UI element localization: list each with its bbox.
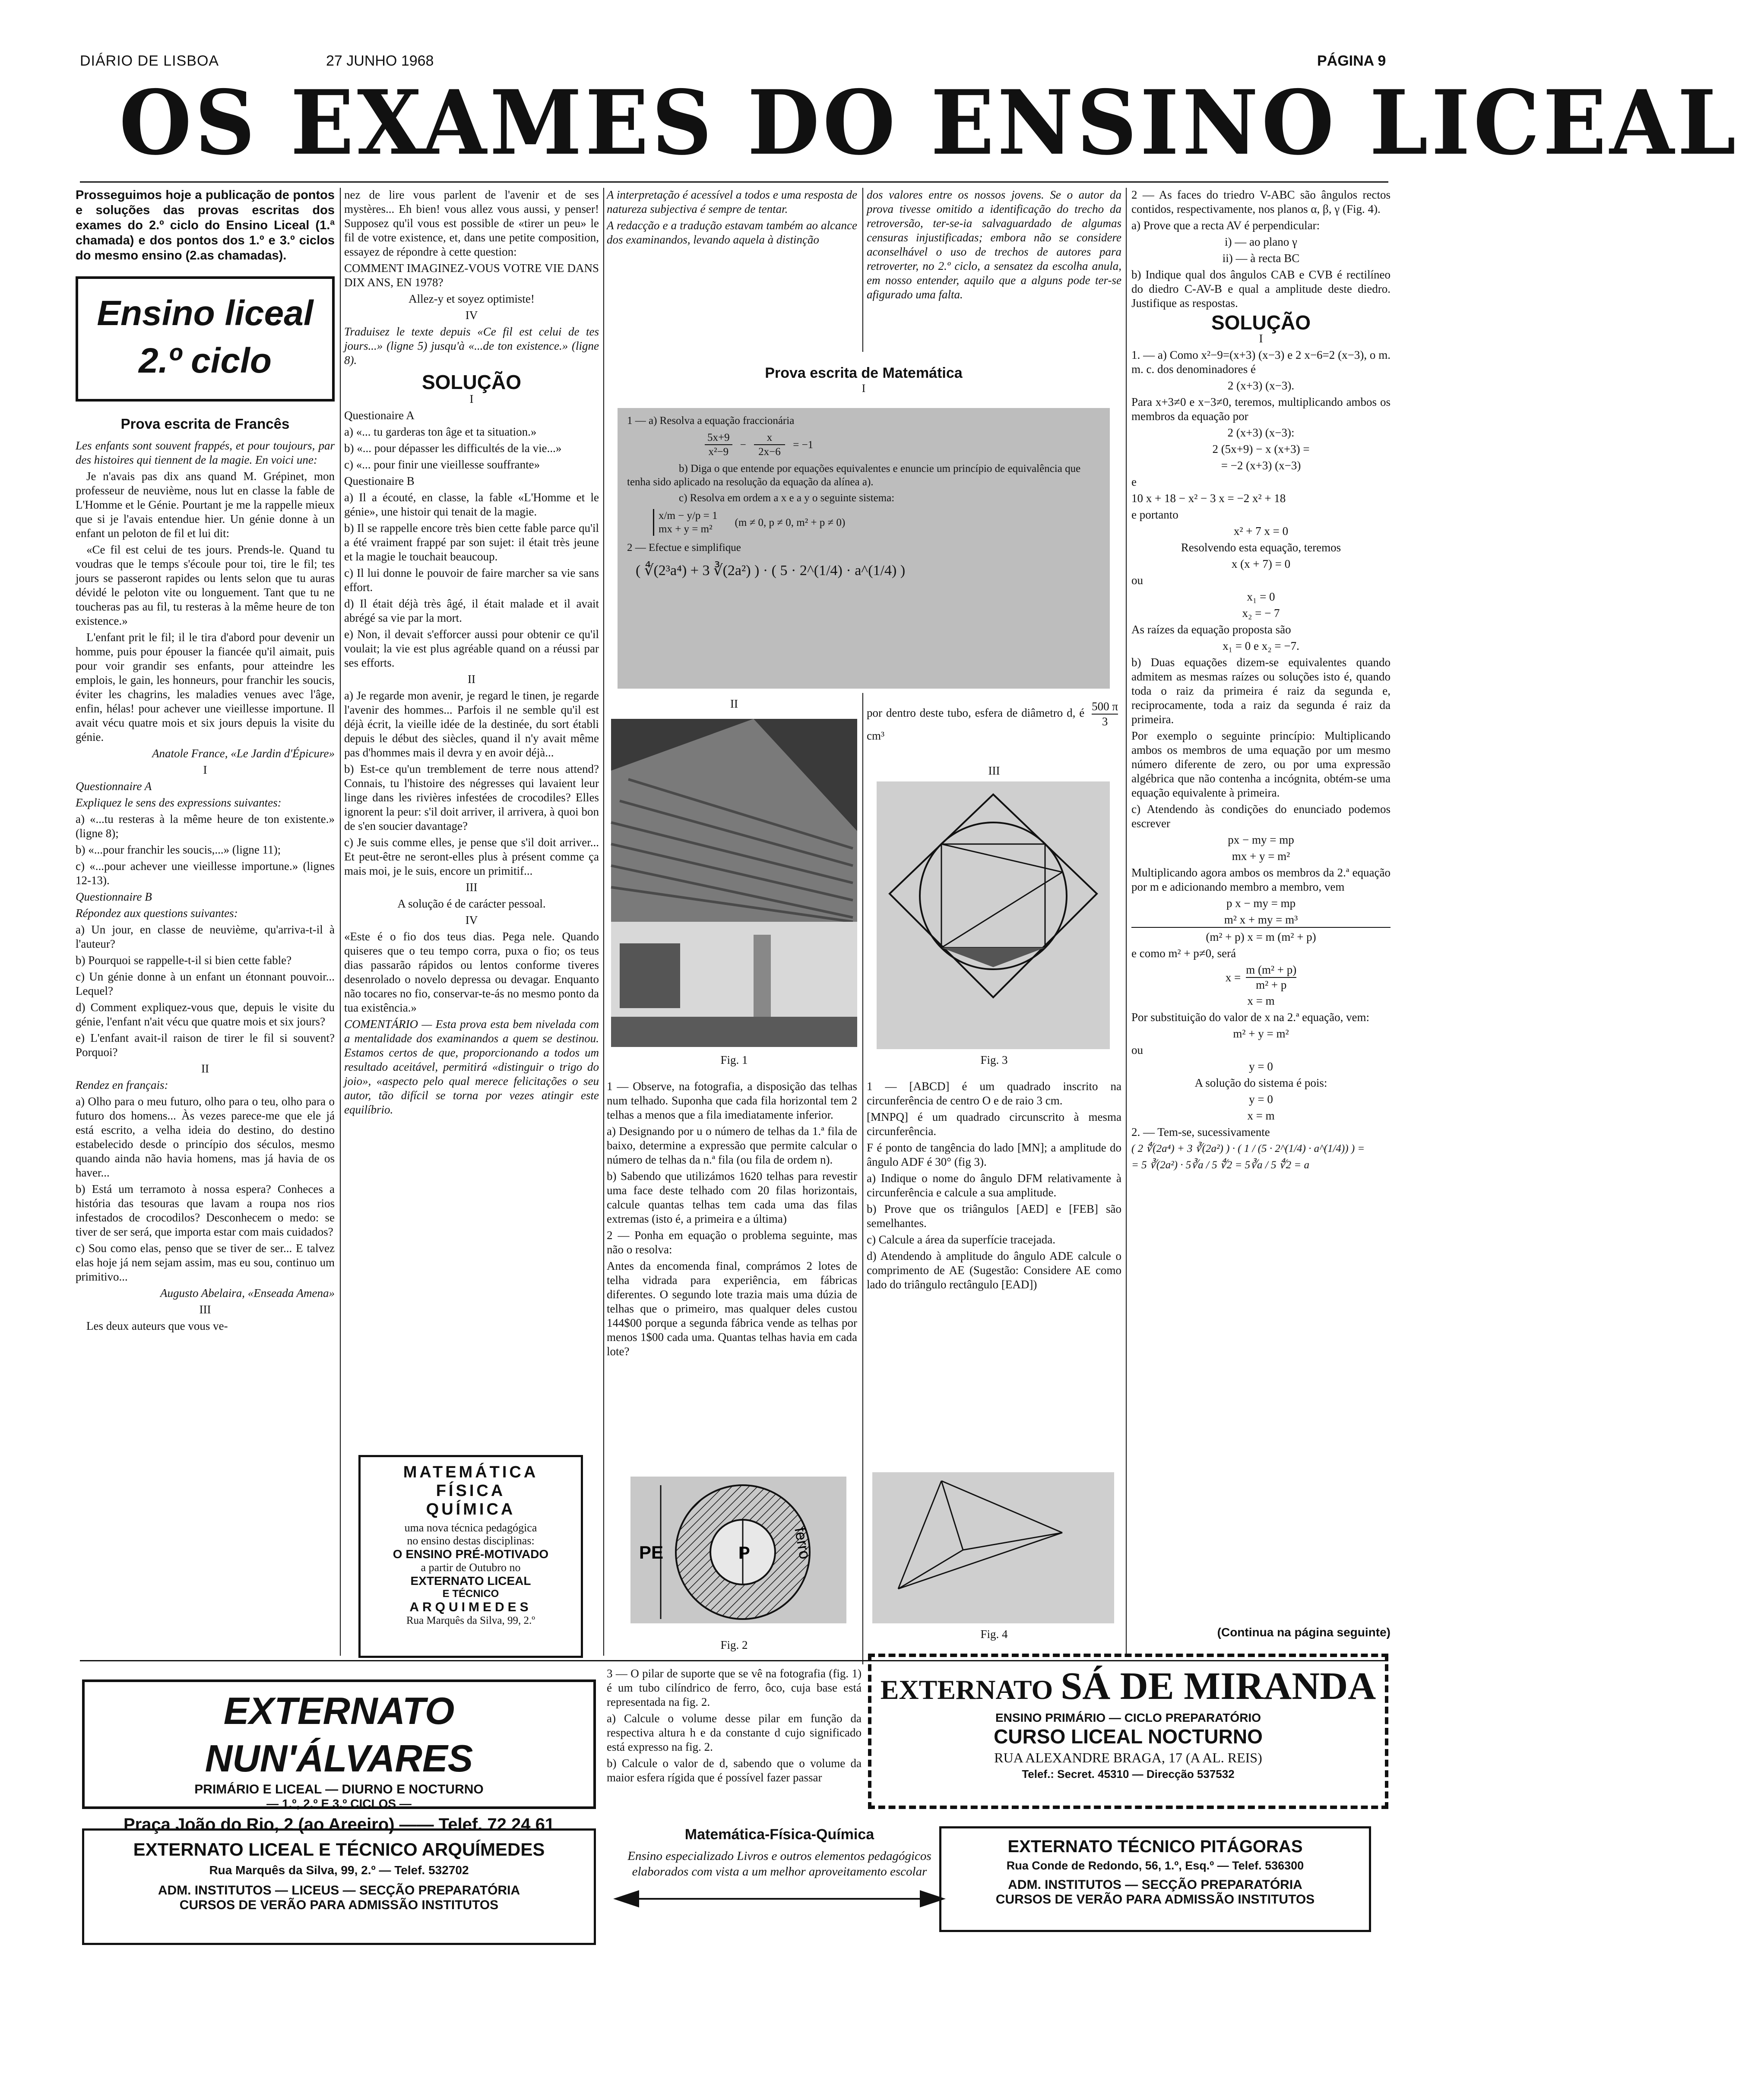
section-box-line2: 2.º ciclo [139,341,272,380]
comentario-3: A redacção e a tradução estavam também ao alcance dos examinandos, levando aquela à distinção [607,219,857,246]
fig3-caption: Fig. 3 [980,1053,1008,1066]
sys-eq-2: mx + y = m² [659,523,713,535]
iii-1c: F é ponto de tangência do lado [MN]; a amplitude do ângulo ADF é 30° (fig 3). [867,1141,1121,1168]
sol-fr-qa-a: a) «... tu garderas ton âge et ta situation.» [344,425,537,438]
sm-s1s: Por exemplo o seguinte princípio: Multiplicando ambos os membros de uma equação por um mesmo número diferente de zero, ou por uma expressão algébrica que não contenha a incógnita, obtém-se uma equação equivalente à primeira. [1131,729,1391,799]
c4-frac-num: 500 π [1092,699,1118,715]
ad-nun-l1: PRIMÁRIO E LICEAL — DIURNO E NOCTURNO [194,1782,484,1796]
sol-fr-qb: Questionaire B [344,474,415,487]
sol-fr-qa: Questionaire A [344,409,415,422]
pipe-cross-section [613,1477,859,1632]
sol-fr-roman-4: IV [465,914,478,927]
c5-2a-i: i) — ao plano γ [1225,235,1297,248]
ad-arq-l3: CURSOS DE VERÃO PARA ADMISSÃO INSTITUTOS [179,1898,499,1912]
col4-text [867,1079,1121,1468]
ii-2t: Antes da encomenda final, comprámos 2 lotes de telha vidrada para experiência, em fábricas diferentes. O segundo lote trazia mais uma dúzia de telhas que o primeiro, mas qualquer deles custou 144$00 porque a segunda fábrica vende as telhas por menos 1$00 cada uma. Quantas telhas havia em cada lote? [607,1259,857,1358]
qb-c: c) Un génie donne à un enfant un étonnant pouvoir... Lequel? [76,970,335,997]
ad-mfq-arquimedes [358,1455,583,1658]
c2-p1: nez de lire vous parlent de l'avenir et de ses mystères... Eh bien! vous allez vous aussi, y penser! Supposez qu'il vous est possible de «tirer un peu» le fil de votre existence, et, dans une petite composition, essayez de répondre à cette question: [344,188,599,258]
sm-s1h: 10 x + 18 − x² − 3 x = −2 x² + 18 [1131,492,1286,505]
section-box [76,276,335,402]
ii-1b: b) Sabendo que utilizámos 1620 telhas para revestir uma face deste telhado com 20 filas horizontais, calcule quantas telhas tem cada uma das filas extremas (isto é, a primeira e a última) [607,1170,857,1225]
ad-sa-miranda [868,1654,1388,1809]
fig2-pipe-section [613,1477,859,1632]
page-number: PÁGINA 9 [1317,53,1386,69]
sm-s1w: Multiplicando agora ambos os membros da 2.ª equação por m e adicionando membro a membro, vem [1131,866,1391,893]
c5-2a: a) Prove que a recta AV é perpendicular: [1131,219,1320,232]
eq1-num2: x [754,431,786,445]
ad-sa-l1: ENSINO PRIMÁRIO — CICLO PREPARATÓRIO [995,1711,1261,1724]
col4-top [867,699,1121,751]
ad-sa-l4: Telef.: Secret. 45310 — Direcção 537532 [1022,1768,1235,1781]
c2-optimist: Allez-y et soyez optimiste! [409,292,535,305]
sm-s1n: x₁ = 0 [1247,590,1275,603]
rendez-c: c) Sou como elas, penso que se tiver de ser... E talvez elas hoje já nem sejam assim, mas eu sou, continuo um primitivo... [76,1242,335,1283]
math-problem-box [618,408,1110,689]
sm-s2m: = 5 ∛(2a²) · 5∛a / 5 ∜2 = 5∛a / 5 ∜2 = a [1131,1159,1310,1171]
sol-fr-qb-e: e) Non, il devait s'efforcer aussi pour obtenir ce qu'il voulait; la vie est plus agréable quand on a réussi par ses efforts. [344,628,599,669]
sm-s1j: x² + 7 x = 0 [1233,525,1289,538]
ad-pit-l2: ADM. INSTITUTOS — SECÇÃO PREPARATÓRIA [1008,1878,1302,1892]
qa-b: b) «...pour franchir les soucis,...» (ligne 11); [76,843,281,856]
sol-mat-roman-1: I [1259,332,1263,345]
continua-note: (Continua na página seguinte) [1217,1626,1391,1639]
frances-author: Anatole France, «Le Jardin d'Épicure» [152,747,335,760]
ad-sa-title: SÁ DE MIRANDA [1061,1665,1376,1708]
comentario-4: dos valores entre os nossos jovens. Se o autor da prova tivesse omitido a identificação do trecho da retroversão, ter-se-ia salvaguardado de algumas censuras injustificadas; embora não se considere aconselhável o uso de trechos de autores para retroverter, no 2.º ciclo, a sensatez da escolha anula, em nosso entender, aquilo que a alguns pode ter-se afigurado uma falta. [867,188,1121,301]
sm-s2b-den: m² + p [1256,978,1287,991]
sm-s1y: m² x + my = m³ [1131,913,1391,928]
ad-mfq-line11: Rua Marquês da Silva, 99, 2.º [406,1615,535,1626]
col3-text [607,1079,857,1498]
sol-fr-qb-d: d) Il était déjà très âgé, il était malade et il avait abrégé sa vie par la mort. [344,597,599,624]
sm-s1m: ou [1131,574,1143,587]
sm-s1q: x₁ = 0 e x₂ = −7. [1223,639,1299,652]
sm-s1u: px − my = mp [1228,833,1294,846]
sm-s1i: e portanto [1131,508,1178,521]
col-divider-4 [1126,188,1127,1656]
sol-fr-roman-1: I [469,392,474,405]
col-divider-2 [603,188,604,1656]
qa-c: c) «...pour achever une vieillesse importune.» (lignes 12-13). [76,860,335,887]
ad-mfq-line4: uma nova técnica pedagógica [404,1521,537,1534]
sol-fr-qa-c: c) «... pour finir une vieillesse souffrante» [344,458,540,471]
q2-expression: ( ∜(2³a⁴) + 3 ∛(2a²) ) · ( 5 · 2^(1/4) · a^(1/4) ) [636,563,906,579]
sol-fr-qb-a: a) Il a écouté, en classe, la fable «L'Homme et le génie», une histoir qui tenait de la magie. [344,491,599,518]
ad-nun-title: EXTERNATO NUN'ÁLVARES [205,1689,473,1780]
sm-s2d: Por substituição do valor de x na 2.ª equação, vem: [1131,1011,1370,1024]
q1a: 1 — a) Resolva a equação fraccionária [627,415,795,427]
paper-name: DIÁRIO DE LISBOA [80,53,219,69]
sm-s2a: e como m² + p≠0, será [1131,947,1236,960]
column-1 [76,188,335,1664]
fig4-triedro [872,1472,1114,1623]
qb-d: d) Comment expliquez-vous que, depuis le visite du génie, l'enfant n'ait vécu que quatre mois et six jours? [76,1001,335,1028]
sm-s1k: Resolvendo esta equação, teremos [1181,541,1341,554]
ad-sa-l3: RUA ALEXANDRE BRAGA, 17 (A AL. REIS) [994,1750,1262,1765]
sol-fr-qb-c: c) Il lui donne le pouvoir de faire marcher sa vie sans effort. [344,566,599,594]
ad-sa-head [871,1664,1385,1708]
sm-s2l: ( 2 ∜(2a⁴) + 3 ∛(2a²) ) · ( 1 / (5 · 2^(1/4) · a^(1/4)) ) = [1131,1143,1365,1154]
qb-title: Questionnaire B [76,890,152,903]
ad-nun-l3: Praça João do Rio, 2 (ao Areeiro) —— Telef. 72 24 61 [123,1815,555,1834]
sm-s2b [1131,963,1391,992]
rendez-author: Augusto Abelaira, «Enseada Amena» [160,1287,335,1300]
c4-cont: por dentro deste tubo, esfera de diâmetro d, é [867,706,1085,720]
col-divider-1 [340,188,341,1656]
ii-1a: a) Designando por u o número de telhas da 1.ª fila de baixo, determine a expressão que permite calcular o número de telhas da n.ª fila (ou fila de ordem n). [607,1125,857,1166]
fig4-caption: Fig. 4 [980,1628,1008,1641]
qa-a: a) «...tu resteras à la même heure de ton existente.» (ligne 8); [76,813,335,840]
frances-roman-3: III [199,1303,211,1316]
sm-s2h: A solução do sistema é pois: [1194,1076,1327,1089]
qb-a: a) Un jour, en classe de neuvième, qu'arriva-t-il à l'auteur? [76,923,335,950]
ad-mfq-line3: QUÍMICA [426,1500,516,1518]
sm-s1b: 2 (x+3) (x−3). [1227,379,1295,392]
c5-2b: b) Indique qual dos ângulos CAB e CVB é rectilíneo do diedro C-AV-B e qual a amplitude deste diedro. Justifique as respostas. [1131,268,1391,310]
iii-b: b) Prove que os triângulos [AED] e [FEB] são semelhantes. [867,1202,1121,1230]
sm-s1e: 2 (5x+9) − x (x+3) = [1212,443,1310,455]
c2-traduisez: Traduisez le texte depuis «Ce fil est celui de tes jours...» (ligne 5) jusqu'à «...de ton existence.» (ligne 8). [344,325,599,367]
section-box-line1: Ensino liceal [97,294,314,333]
col3-bottom-text [607,1667,862,1796]
ii-3a: a) Calcule o volume desse pilar em função da respectiva altura h e da constante d cujo significado está expresso na fig. 2. [607,1712,862,1753]
sm-s2j: x = m [1247,1109,1275,1122]
ad-sa-l2: CURSO LICEAL NOCTURNO [994,1725,1263,1748]
ad-mfq-line1: MATEMÁTICA [403,1463,538,1481]
ad-mfq2-arrows [605,1884,954,1914]
headline-rule [80,181,1388,183]
c5-2a-ii: ii) — à recta BC [1222,252,1300,265]
sm-s1v: mx + y = m² [1232,850,1290,863]
ad-sa-pre: EXTERNATO [880,1674,1053,1705]
iii-1b: [MNPQ] é um quadrado circunscrito à mesma circunferência. [867,1110,1121,1138]
sm-s1c: Para x+3≠0 e x−3≠0, teremos, multiplicando ambos os membros da equação por [1131,395,1391,423]
solucao-mat-title: SOLUÇÃO [1211,311,1311,334]
frances-roman-1: I [203,763,207,776]
roof-tiles-illustration [611,719,857,1047]
rendez-a: a) Olho para o meu futuro, olho para o teu, olho para o futuro dos homens... Às vezes parece-me que ele já está escrito, a velha ideia do destino, do destino estabelecido desde o princípio dos séculos, mesmo quando ainda não havia homens, mas já havia de os haver... [76,1095,335,1179]
fig2-caption: Fig. 2 [720,1638,748,1651]
ii-3b: b) Calcule o valor de d, sabendo que o volume da maior esfera rígida que é possível fazer passar [607,1757,862,1784]
ad-mfq-line7: a partir de Outubro no [421,1561,521,1574]
sm-s1z: (m² + p) x = m (m² + p) [1206,930,1316,943]
issue-date: 27 JUNHO 1968 [326,53,434,69]
frances-p3: L'enfant prit le fil; il le tira d'abord pour devenir un homme, puis pour épouser la fiancée qu'il aimait, puis pour voir grandir ses enfants, pour atteindre les emplois, le gain, les honneurs, pour franchir les soucis, éviter les chagrins, les maladies venues avec l'âge, enfin, hélas! pour achever une vieillesse importune. Il avait vécu quatre mois et six jours depuis la visite du génie. [76,631,335,743]
c4-volume [1092,699,1118,729]
comentario-cont-left [607,188,857,356]
c2-question: COMMENT IMAGINEZ-VOUS VOTRE VIE DANS DIX ANS, EN 1978? [344,262,599,289]
sol-fr-iii: A solução é de carácter pessoal. [397,897,546,910]
matematica-title: Prova escrita de Matemática [765,365,963,381]
ad-mfq-books [605,1826,954,1939]
fig2-label-p: P [738,1543,750,1562]
q1b: b) Diga o que entende por equações equivalentes e enuncie um princípio de equivalência que tenha sido aplicado na resolução da equação da alínea a). [627,463,1081,488]
col-divider-3a [862,188,863,352]
rendez-title: Rendez en français: [76,1078,168,1091]
iii-a: a) Indique o nome do ângulo DFM relativamente à circunferência e calcule a sua amplitude. [867,1172,1121,1199]
rendez-b: b) Está um terramoto à nossa espera? Conheces a história das tesouras que lavam a roupa nos rios infestados de crocodilos? Desconhecem o medo: se tiver de ser será, que importa estar com mais cuidados? [76,1183,335,1238]
q1c: c) Resolva em ordem a x e a y o seguinte sistema: [679,492,895,504]
iii-c: c) Calcule a área da superfície tracejada. [867,1233,1055,1246]
sm-s1: 1. — a) Como x²−9=(x+3) (x−3) e 2 x−6=2 (x−3), o m. m. c. dos denominadores é [1131,348,1391,376]
sm-s1o: x₂ = − 7 [1242,607,1280,620]
sol-fr-ii-c: c) Je suis comme elles, je pense que s'il doit arriver... Et peut-être ne seront-elles plus à présent comme ça mais moi, je le suis, encore un primitif... [344,836,599,877]
sm-s2k: 2. — Tem-se, sucessivamente [1131,1126,1270,1139]
fig1-caption: Fig. 1 [720,1053,748,1066]
sol-fr-qa-b: b) «... pour dépasser les difficultés de la vie...» [344,442,562,455]
sol-fr-roman-3: III [466,881,478,894]
fig2-label-ferro: ferro [791,1526,814,1561]
comentario-2: A interpretação é acessível a todos e uma resposta de natureza subjectiva é sempre de tentar. [607,188,857,215]
eq1-rhs: = −1 [793,439,814,451]
fig2-label-pe: PE [639,1542,664,1562]
ad-mfq2-title: Matemática-Física-Química [684,1826,874,1843]
c4-frac-den: 3 [1102,715,1108,728]
mat-roman-3: III [988,764,1000,777]
sys-condition: (m ≠ 0, p ≠ 0, m² + p ≠ 0) [735,516,846,528]
ii-1: 1 — Observe, na fotografia, a disposição das telhas num telhado. Suponha que cada fila horizontal tem 2 telhas a menos que a fila imediatamente inferior. [607,1080,857,1121]
ii-2: 2 — Ponha em equação o problema seguinte, mas não o resolva: [607,1229,857,1256]
column-2 [344,188,599,1392]
qa-intro: Expliquez le sens des expressions suivantes: [76,796,282,809]
sol-fr-ii-b: b) Est-ce qu'un tremblement de terre nous attend? Connais, tu l'histoire des négresses qui lavaient leur linge dans les rivières infestées de crocodiles? Elles ignorent la peur: s'il doit arriver, il arrivera, à quoi bon de s'en soucier davantage? [344,762,599,832]
eq1-num1: 5x+9 [705,431,732,445]
ad-arq-l2: ADM. INSTITUTOS — LICEUS — SECÇÃO PREPARATÓRIA [158,1883,520,1898]
frances-p2: «Ce fil est celui de tes jours. Prends-le. Quand tu voudras que le temps s'écoule pour toi, tire le fil; tes jours se passeront rapides ou lents selon que tu auras dévidé le peloton vite ou longuement. Tant que tu ne toucheras pas au fil, tu resteras à la même heure de ton existence.» [76,543,335,627]
ad-pitagoras [939,1826,1371,1932]
system-1 [653,509,1100,536]
fig3-square-circle [877,781,1110,1049]
ad-pit-l1: Rua Conde de Redondo, 56, 1.º, Esq.º — Telef. 536300 [1006,1859,1304,1872]
qb-e: e) L'enfant avait-il raison de tirer le fil si souvent? Porquoi? [76,1031,335,1059]
sm-s2e: m² + y = m² [1233,1027,1289,1040]
ad-arquimedes [82,1828,596,1945]
mat-roman-2: II [730,697,738,710]
comentario: COMENTÁRIO — Esta prova esta bem nivelada com a mentalidade dos examinandos a quem se destinou. Estamos certos de que, proporcionando a todos um resultado aceitável, permitirá «distinguir o trigo do joio», «aspecto pelo qual merece felicitações o seu autor, tão difícil se torna por vezes atingir este equilíbrio. [344,1018,599,1116]
ad-mfq-line9: E TÉCNICO [442,1588,499,1600]
sm-s1x: p x − my = mp [1226,897,1296,910]
frances-last-line: Les deux auteurs que vous ve- [86,1319,228,1332]
photo-roof-tiles [611,719,857,1047]
sm-s1r: b) Duas equações dizem-se equivalentes quando admitem as mesmas raízes ou soluções isto é, quando toda o raiz da primeira é raiz da segunda e, reciprocamente, toda a raiz da segunda é raiz da primeira. [1131,656,1391,726]
ad-pit-l3: CURSOS DE VERÃO PARA ADMISSÃO INSTITUTOS [995,1892,1315,1907]
eq1-den1: x²−9 [708,446,729,458]
col-divider-3 [862,693,863,1664]
sm-s1g: e [1131,475,1137,488]
solucao-fr-title: SOLUÇÃO [422,371,521,393]
eq1: 5x+9 x²−9 − $\frac{x}{2x-6}$ = −1 [705,431,1100,459]
sol-fr-iv: «Este é o fio dos teus dias. Pega nele. Quando quiseres que o teu tempo corra, puxa o fio; os teus dias passarão rápidos ou lentos conforme tiveres desenrolado o novelo depressa ou devagar. Enquanto não tocares no fio, conservar-te-ás no mesmo ponto da tua existência.» [344,930,599,1014]
intro-text: Prosseguimos hoje a publicação de pontos e soluções das provas escritas dos exames do 2.º ciclo do Ensino Liceal (1.ª chamada) e dos pontos dos 1.º e 3.º ciclos do mesmo ensino (2.as chamadas). [76,188,335,262]
ad-arq-title: EXTERNATO LICEAL E TÉCNICO ARQUÍMEDES [133,1839,545,1860]
ad-pit-title: EXTERNATO TÉCNICO PITÁGORAS [1007,1837,1303,1856]
ad-arq-l1: Rua Marquês da Silva, 99, 2.º — Telef. 532702 [209,1863,469,1877]
c2-roman-4: IV [465,309,478,322]
ad-mfq-line5: no ensino destas disciplinas: [407,1534,535,1547]
sol-fr-qb-b: b) Il se rappelle encore très bien cette fable parce qu'il a été vraiment frappé par son sujet: il était très jeune et la magie le touchait beaucoup. [344,522,599,563]
c5-2: 2 — As faces do triedro V-ABC são ângulos rectos contidos, respectivamente, nos planos α, β, γ (Fig. 4). [1131,188,1391,215]
fig4-triedro-drawing [872,1472,1114,1623]
eq1-den2: 2x−6 [758,446,781,458]
c4-unit: cm³ [867,729,885,742]
column-5 [1131,188,1391,1632]
sm-s2b-num: m (m² + p) [1246,963,1296,978]
ad-nun-alvares [82,1679,596,1834]
sm-s1p: As raízes da equação proposta são [1131,623,1291,636]
sm-s2i: y = 0 [1249,1093,1273,1106]
qa-title: Questionnaire A [76,780,152,793]
ad-mfq-line10: ARQUIMEDES [409,1600,532,1614]
iii-1: 1 — [ABCD] é um quadrado inscrito na circunferência de centro O e de raio 3 cm. [867,1080,1121,1107]
frances-title: Prova escrita de Francês [120,416,290,432]
ii-3: 3 — O pilar de suporte que se vê na fotografia (fig. 1) é um tubo cilíndrico de ferro, ôco, cuja base está representada na fig. 2. [607,1667,862,1708]
frances-roman-2: II [201,1062,209,1075]
sm-s2g: y = 0 [1249,1060,1273,1073]
comentario-cont-right [867,188,1121,356]
sm-s1d: 2 (x+3) (x−3): [1227,426,1295,439]
ad-mfq2-l1: Ensino especializado Livros e outros elementos pedagógicos elaborados com vista a um melhor aproveitamento escolar [627,1849,931,1879]
ad-mfq-line6: O ENSINO PRÉ-MOTIVADO [393,1547,549,1561]
ad-nun-l2: — 1.º, 2.º E 3.º CICLOS — [266,1797,412,1810]
sm-s2f: ou [1131,1044,1143,1056]
frances-p1: Je n'avais pas dix ans quand M. Grépinet, mon professeur de neuvième, nous lut en classe la fable de L'Homme et le Génie. Pourtant je me la rappelle mieux que si je l'avais entendue hier. Un génie donne à un enfant un peloton de fil et lui dit: [76,470,335,540]
fig3-geometry [877,781,1110,1049]
sm-s1t: c) Atendendo às condições do enunciado podemos escrever [1131,803,1391,830]
q2: 2 — Efectue e simplifique [627,542,741,553]
sm-s1f: = −2 (x+3) (x−3) [1221,459,1301,472]
sys-eq-1: x/m − y/p = 1 [659,510,718,522]
iii-d: d) Atendendo à amplitude do ângulo ADE calcule o comprimento de AE (Sugestão: Considere AE como lado do triângulo rectângulo [EAD]) [867,1249,1121,1291]
sm-s2c: x = m [1247,994,1275,1007]
headline: OS EXAMES DO ENSINO LICEAL [119,71,1739,175]
qb-b: b) Pourquoi se rappelle-t-il si bien cette fable? [76,954,292,967]
frances-epigraph: Les enfants sont souvent frappés, et pour toujours, par des histoires qui tiennent de la magie. En voici une: [76,439,335,466]
ad-mfq-line8: EXTERNATO LICEAL [410,1574,531,1588]
mat-roman-1: I [862,382,866,395]
sm-s1l: x (x + 7) = 0 [1231,557,1291,570]
qb-intro: Répondez aux questions suivantes: [76,907,238,920]
ad-mfq-line2: FÍSICA [436,1482,506,1500]
sol-fr-roman-2: II [468,673,475,686]
sm-s2b-lhs: x = [1225,971,1241,984]
sol-fr-ii-a: a) Je regarde mon avenir, je regard le tinen, je regarde l'avenir des hommes... Parfois il ne semble qu'il est déjà écrit, la vieille idée de la destinée, du sort établi depuis le début des siècles, quand il n'y avait même pas d'hommes mais il devra y en avoir déjà... [344,689,599,759]
